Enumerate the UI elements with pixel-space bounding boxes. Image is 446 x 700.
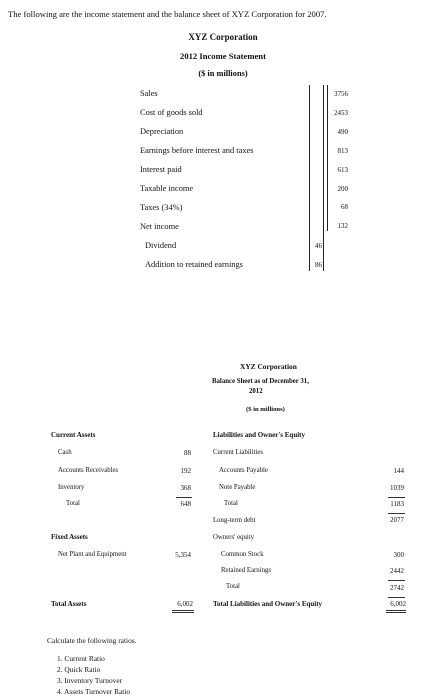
is-label-cogs: Cost of goods sold <box>140 108 203 117</box>
common-stock-value: 300 <box>393 551 404 559</box>
is-label-sales: Sales <box>140 89 158 98</box>
is-value-retained-addition: 86 <box>315 261 322 269</box>
equity-total-rule <box>388 580 405 581</box>
total-liabilities-label: Total Liabilities and Owner's Equity <box>213 600 323 608</box>
balance-sheet-units: ($ in millions) <box>246 406 285 413</box>
common-stock-label: Common Stock <box>221 551 264 558</box>
current-assets-total-label: Total <box>66 500 80 507</box>
question-item: 4. Assets Turnover Ratio <box>57 687 131 696</box>
is-value-depreciation: 490 <box>337 128 348 136</box>
cash-value: 88 <box>184 449 191 457</box>
current-liabilities-total-value: 1183 <box>390 500 404 508</box>
total-assets-value: 6,002 <box>177 600 193 608</box>
inventory-label: Inventory <box>58 484 85 491</box>
total-assets-label: Total Assets <box>51 600 87 608</box>
note-payable-value: 1039 <box>390 484 404 492</box>
is-value-cogs: 2453 <box>334 109 348 117</box>
income-statement-title: 2012 Income Statement <box>180 51 266 61</box>
total-liabilities-double-rule-1 <box>386 610 406 611</box>
question-item: 2. Quick Ratio <box>57 665 101 674</box>
receivables-label: Accounts Receivables <box>58 467 119 474</box>
is-label-taxes: Taxes (34%) <box>140 203 183 212</box>
total-assets-double-rule-1 <box>172 610 194 611</box>
current-assets-total-value: 648 <box>180 500 191 508</box>
fixed-assets-header: Fixed Assets <box>51 533 88 541</box>
is-label-retained-addition: Addition to retained earnings <box>145 260 243 269</box>
is-label-interest: Interest paid <box>140 165 182 174</box>
question-item: 3. Inventory Turnover <box>57 676 123 685</box>
income-statement-units: ($ in millions) <box>198 69 248 78</box>
note-payable-label: Note Payable <box>219 484 256 491</box>
is-label-taxable-income: Taxable income <box>140 184 194 193</box>
current-liabilities-total-rule <box>388 497 405 498</box>
equity-total-label: Total <box>226 583 240 590</box>
questions-prompt: Calculate the following ratios. <box>47 636 137 645</box>
is-label-depreciation: Depreciation <box>140 127 184 136</box>
net-plant-value: 5,354 <box>175 551 191 559</box>
long-term-debt-rule <box>388 513 405 514</box>
income-statement-company: XYZ Corporation <box>188 32 258 42</box>
is-value-sales: 3756 <box>334 90 348 98</box>
is-value-taxable-income: 200 <box>337 185 348 193</box>
accounts-payable-value: 144 <box>393 467 404 475</box>
is-label-net-income: Net income <box>140 222 179 231</box>
is-value-taxes: 68 <box>341 203 348 211</box>
current-assets-total-rule <box>176 497 192 498</box>
current-assets-header: Current Assets <box>51 431 96 439</box>
total-assets-double-rule-2 <box>172 612 194 613</box>
is-value-net-income: 132 <box>337 222 348 230</box>
current-liabilities-header: Current Liabilities <box>213 449 264 456</box>
long-term-debt-label: Long-term debt <box>213 517 256 524</box>
balance-sheet-title: Balance Sheet as of December 31, <box>212 378 309 385</box>
total-liabilities-rule <box>388 597 405 598</box>
liabilities-header: Liabilities and Owner's Equity <box>213 431 305 439</box>
owners-equity-header: Owners' equity <box>213 534 255 541</box>
is-value-ebit: 813 <box>337 147 348 155</box>
is-value-interest: 613 <box>337 166 348 174</box>
inventory-value: 368 <box>180 484 191 492</box>
current-liabilities-total-label: Total <box>224 500 238 507</box>
accounts-payable-label: Accounts Payable <box>219 467 268 474</box>
income-statement-rule-middle <box>323 85 324 271</box>
retained-earnings-value: 2442 <box>390 567 404 575</box>
question-item: 1. Current Ratio <box>57 654 105 663</box>
total-liabilities-double-rule-2 <box>386 612 406 613</box>
receivables-value: 192 <box>180 467 191 475</box>
cash-label: Cash <box>58 449 72 456</box>
is-value-dividend: 46 <box>315 242 322 250</box>
retained-earnings-label: Retained Earnings <box>221 567 272 574</box>
is-label-dividend: Dividend <box>145 241 177 250</box>
long-term-debt-value: 2077 <box>390 516 404 524</box>
total-liabilities-value: 6,002 <box>390 600 406 608</box>
balance-sheet-year: 2012 <box>249 388 263 395</box>
net-plant-label: Net Plant and Equipment <box>58 551 127 558</box>
intro-text: The following are the income statement and the balance sheet of XYZ Corporation for 2007. <box>8 9 327 19</box>
is-label-ebit: Earnings before interest and taxes <box>140 146 254 155</box>
equity-total-value: 2742 <box>390 584 404 592</box>
balance-sheet-company: XYZ Corporation <box>240 362 297 371</box>
